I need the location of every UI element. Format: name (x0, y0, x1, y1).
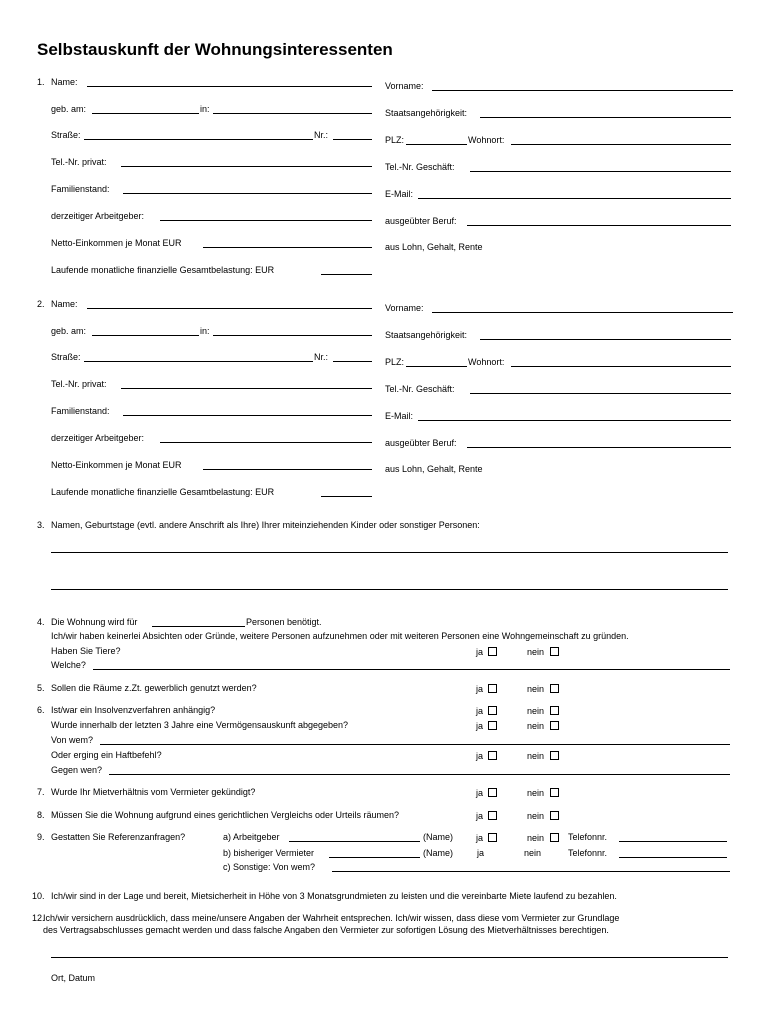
insolvenz-question: Ist/war ein Insolvenzverfahren anhängig? (51, 705, 216, 715)
vermoegensauskunft-ja-checkbox[interactable] (488, 721, 497, 730)
email-label: E-Mail: (385, 189, 414, 199)
belastung-field[interactable] (321, 496, 372, 497)
netto-field[interactable] (203, 469, 372, 470)
block-number: 2. (37, 299, 45, 309)
vermoegensauskunft-question: Wurde innerhalb der letzten 3 Jahre eine Vermögensauskunft abgegeben? (51, 720, 349, 730)
section-number: 3. (37, 520, 45, 530)
beruf-label: ausgeübter Beruf: (385, 438, 457, 448)
name-field[interactable] (87, 308, 372, 309)
ja-label: ja (476, 684, 484, 694)
staat-field[interactable] (480, 339, 731, 340)
tiere-ja-checkbox[interactable] (488, 647, 497, 656)
familienstand-label: Familienstand: (51, 184, 110, 194)
name-field[interactable] (87, 86, 372, 87)
lohn-label: aus Lohn, Gehalt, Rente (385, 464, 483, 474)
tel-geschaeft-field[interactable] (470, 393, 731, 394)
personen-count-field[interactable] (152, 626, 245, 627)
nein-label: nein (527, 833, 545, 843)
tel-privat-field[interactable] (121, 388, 372, 389)
haftbefehl-ja-checkbox[interactable] (488, 751, 497, 760)
nein-label: nein (527, 721, 545, 731)
section-number: 5. (37, 683, 45, 693)
tel-geschaeft-field[interactable] (470, 171, 731, 172)
section-number: 10. (32, 891, 45, 901)
haftbefehl-question: Oder erging ein Haftbefehl? (51, 750, 162, 760)
ja-label: ja (477, 848, 485, 858)
netto-field[interactable] (203, 247, 372, 248)
plz-field[interactable] (406, 144, 467, 145)
familienstand-label: Familienstand: (51, 406, 110, 416)
vermoegensauskunft-nein-checkbox[interactable] (550, 721, 559, 730)
beruf-label: ausgeübter Beruf: (385, 216, 457, 226)
section5-text: Sollen die Räume z.Zt. gewerblich genutzt werden? (51, 683, 257, 693)
strasse-field[interactable] (84, 139, 313, 140)
vonwem-field[interactable] (100, 744, 730, 745)
staat-label: Staatsangehörigkeit: (385, 108, 468, 118)
lohn-label: aus Lohn, Gehalt, Rente (385, 242, 483, 252)
gegenwen-label: Gegen wen? (51, 765, 103, 775)
nein-label: nein (527, 647, 545, 657)
section4-line2: Ich/wir haben keinerlei Absichten oder Gründe, weitere Personen aufzunehmen oder mit weiteren Personen eine Wohngemeinschaft zu gründen. (51, 631, 629, 641)
strasse-label: Straße: (51, 130, 81, 140)
tiere-nein-checkbox[interactable] (550, 647, 559, 656)
nein-label: nein (527, 751, 545, 761)
arbeitgeber-label: derzeitiger Arbeitgeber: (51, 211, 145, 221)
section7-text: Wurde Ihr Mietverhältnis vom Vermieter gekündigt? (51, 787, 256, 797)
plz-label: PLZ: (385, 357, 405, 367)
netto-label: Netto-Einkommen je Monat EUR (51, 460, 182, 470)
wohnort-label: Wohnort: (468, 357, 505, 367)
ja-label: ja (476, 721, 484, 731)
familienstand-field[interactable] (123, 193, 372, 194)
ref-arbeitgeber-label: a) Arbeitgeber (223, 832, 280, 842)
ort-datum-label: Ort, Datum (51, 973, 96, 983)
tel-geschaeft-label: Tel.-Nr. Geschäft: (385, 384, 455, 394)
ref-vermieter-label: b) bisheriger Vermieter (223, 848, 315, 858)
ref-arbeitgeber-telefon-field[interactable] (619, 841, 727, 842)
block-number: 1. (37, 77, 45, 87)
nr-field[interactable] (333, 361, 372, 362)
section4-text-post: Personen benötigt. (246, 617, 322, 627)
gekuendigt-ja-checkbox[interactable] (488, 788, 497, 797)
ref-name-label: (Name) (423, 848, 454, 858)
gegenwen-field[interactable] (109, 774, 730, 775)
section-number: 9. (37, 832, 45, 842)
gekuendigt-nein-checkbox[interactable] (550, 788, 559, 797)
vorname-field[interactable] (432, 312, 733, 313)
tiere-question: Haben Sie Tiere? (51, 646, 121, 656)
vonwem-label: Von wem? (51, 735, 94, 745)
name-label: Name: (51, 299, 78, 309)
insolvenz-nein-checkbox[interactable] (550, 706, 559, 715)
nr-label: Nr.: (314, 130, 329, 140)
nr-label: Nr.: (314, 352, 329, 362)
section8-text: Müssen Sie die Wohnung aufgrund eines gerichtlichen Vergleichs oder Urteils räumen? (51, 810, 400, 820)
wohnort-field[interactable] (511, 366, 731, 367)
ref-name-label: (Name) (423, 832, 454, 842)
wohnort-label: Wohnort: (468, 135, 505, 145)
nein-label: nein (527, 788, 545, 798)
tel-geschaeft-label: Tel.-Nr. Geschäft: (385, 162, 455, 172)
nein-label: nein (527, 811, 545, 821)
gewerblich-nein-checkbox[interactable] (550, 684, 559, 693)
nein-label: nein (527, 706, 545, 716)
section12-line2: des Vertragsabschlusses gemacht werden und dass falsche Angaben den Vermieter zur sofortigen Lösung des Mietverhältnisses berechtigen. (43, 925, 609, 935)
geb-label: geb. am: (51, 104, 87, 114)
section-number: 4. (37, 617, 45, 627)
arbeitgeber-field[interactable] (160, 220, 372, 221)
ja-label: ja (476, 706, 484, 716)
insolvenz-ja-checkbox[interactable] (488, 706, 497, 715)
email-label: E-Mail: (385, 411, 414, 421)
familienstand-field[interactable] (123, 415, 372, 416)
name-label: Name: (51, 77, 78, 87)
section4-text-pre: Die Wohnung wird für (51, 617, 138, 627)
ref-sonstige-label: c) Sonstige: Von wem? (223, 862, 316, 872)
section12-line1: Ich/wir versichern ausdrücklich, dass meine/unsere Angaben der Wahrheit entsprechen. Ich/wir wissen, dass diese vom Vermieter zur Grundlage (43, 913, 620, 923)
signature-line[interactable] (51, 957, 728, 958)
tel-privat-field[interactable] (121, 166, 372, 167)
plz-field[interactable] (406, 366, 467, 367)
section-number: 8. (37, 810, 45, 820)
ref-arbeitgeber-field[interactable] (289, 841, 420, 842)
tel-privat-label: Tel.-Nr. privat: (51, 157, 107, 167)
belastung-field[interactable] (321, 274, 372, 275)
raeumen-ja-checkbox[interactable] (488, 811, 497, 820)
in-label: in: (200, 104, 210, 114)
geburtsort-field[interactable] (213, 335, 372, 336)
ref-arbeitgeber-nein-checkbox[interactable] (550, 833, 559, 842)
section-number: 6. (37, 705, 45, 715)
belastung-label: Laufende monatliche finanzielle Gesamtbelastung: EUR (51, 487, 275, 497)
geb-field[interactable] (92, 113, 199, 114)
netto-label: Netto-Einkommen je Monat EUR (51, 238, 182, 248)
staat-label: Staatsangehörigkeit: (385, 330, 468, 340)
ref-arbeitgeber-ja-checkbox[interactable] (488, 833, 497, 842)
nein-label: nein (524, 848, 542, 858)
tel-privat-label: Tel.-Nr. privat: (51, 379, 107, 389)
ja-label: ja (476, 788, 484, 798)
in-label: in: (200, 326, 210, 336)
ref-sonstige-field[interactable] (332, 871, 730, 872)
geb-field[interactable] (92, 335, 199, 336)
section10-text: Ich/wir sind in der Lage und bereit, Mietsicherheit in Höhe von 3 Monatsgrundmieten zu leisten und die vereinbarte Miete laufend zu bezahlen. (51, 891, 617, 901)
beruf-field[interactable] (467, 447, 731, 448)
geb-label: geb. am: (51, 326, 87, 336)
wohnort-field[interactable] (511, 144, 731, 145)
vorname-field[interactable] (432, 90, 733, 91)
strasse-label: Straße: (51, 352, 81, 362)
ref-vermieter-field[interactable] (329, 857, 420, 858)
belastung-label: Laufende monatliche finanzielle Gesamtbelastung: EUR (51, 265, 275, 275)
gewerblich-ja-checkbox[interactable] (488, 684, 497, 693)
strasse-field[interactable] (84, 361, 313, 362)
ja-label: ja (476, 647, 484, 657)
telefon-label: Telefonnr. (568, 848, 608, 858)
section9-text: Gestatten Sie Referenzanfragen? (51, 832, 186, 842)
email-field[interactable] (418, 420, 731, 421)
ja-label: ja (476, 811, 484, 821)
section3-text: Namen, Geburtstage (evtl. andere Anschrift als Ihre) Ihrer miteinziehenden Kinder oder sonstiger Personen: (51, 520, 480, 530)
persons-line-2[interactable] (51, 589, 728, 590)
welche-label: Welche? (51, 660, 86, 670)
welche-field[interactable] (93, 669, 730, 670)
persons-line-1[interactable] (51, 552, 728, 553)
staat-field[interactable] (480, 117, 731, 118)
email-field[interactable] (418, 198, 731, 199)
ref-vermieter-telefon-field[interactable] (619, 857, 727, 858)
geburtsort-field[interactable] (213, 113, 372, 114)
raeumen-nein-checkbox[interactable] (550, 811, 559, 820)
page-title: Selbstauskunft der Wohnungsinteressenten (37, 40, 393, 59)
arbeitgeber-label: derzeitiger Arbeitgeber: (51, 433, 145, 443)
ja-label: ja (476, 833, 484, 843)
section-number: 7. (37, 787, 45, 797)
plz-label: PLZ: (385, 135, 405, 145)
ja-label: ja (476, 751, 484, 761)
vorname-label: Vorname: (385, 303, 424, 313)
haftbefehl-nein-checkbox[interactable] (550, 751, 559, 760)
nein-label: nein (527, 684, 545, 694)
telefon-label: Telefonnr. (568, 832, 608, 842)
vorname-label: Vorname: (385, 81, 424, 91)
beruf-field[interactable] (467, 225, 731, 226)
section-number: 12. (32, 913, 45, 923)
nr-field[interactable] (333, 139, 372, 140)
arbeitgeber-field[interactable] (160, 442, 372, 443)
